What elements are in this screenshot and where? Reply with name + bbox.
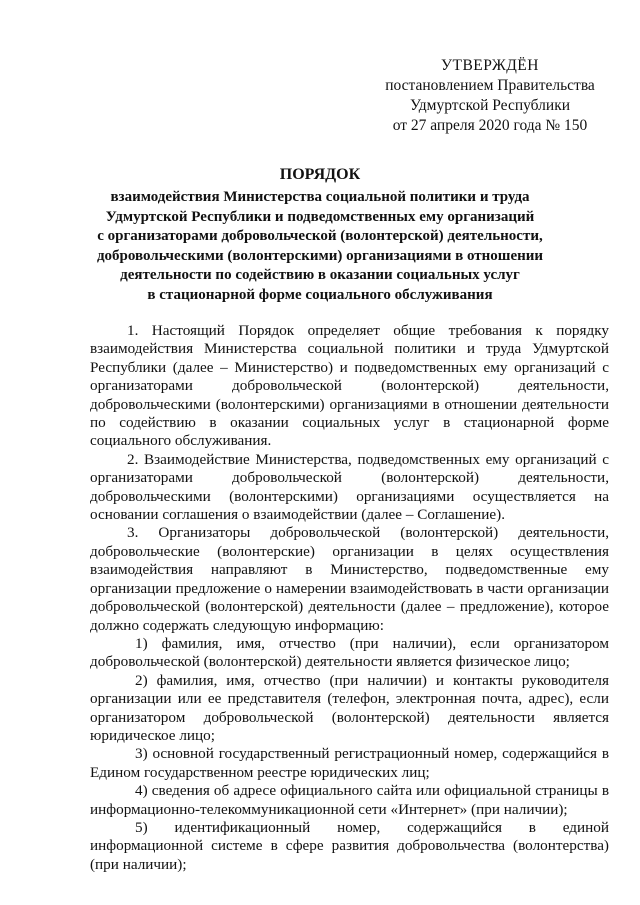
list-item-1: 1) фамилия, имя, отчество (при наличии), если организатором добровольческой (волонтерской) деятельности является физическое лицо; xyxy=(90,634,609,671)
document-title: ПОРЯДОК xyxy=(279,166,361,183)
list-item-2: 2) фамилия, имя, отчество (при наличии) и контакты руководителя организации или ее представителя (телефон, электронная почта, адрес), если организатором добровольческой (волонтерской) деятельности является юридическое лицо; xyxy=(90,671,609,744)
paragraph-3: 3. Организаторы добровольческой (волонтерской) деятельности, добровольческие (волонтерские) организации в целях осуществления взаимодействия направляют в Министерство, подведомственные ему организации предложение о намерении взаимодействовать в части организации добровольческой (волонтерской) деятельности (далее – предложение), которое должно содержать следующую информацию: xyxy=(90,524,609,634)
document-body xyxy=(90,322,609,874)
document-subtitle-line: добровольческими (волонтерскими) организациями в отношении xyxy=(96,247,544,264)
approval-date: от 27 апреля 2020 года № 150 xyxy=(392,117,588,134)
document-title-block xyxy=(95,164,545,305)
paragraph-2: 2. Взаимодействие Министерства, подведомственных ему организаций с организаторами добровольческой (волонтерской) деятельности, добровольческими (волонтерскими) организациями осуществляется на основании соглашения о взаимодействии (далее – Соглашение). xyxy=(90,450,609,524)
approval-region: Удмуртской Республики xyxy=(409,97,571,114)
list-item-4: 4) сведения об адресе официального сайта или официальной страницы в информационно-телекоммуникационной сети «Интернет» (при наличии); xyxy=(90,782,609,818)
paragraph-1: 1. Настоящий Порядок определяет общие требования к порядку взаимодействия Министерства социальной политики и труда Удмуртской Республики (далее – Министерство) и подведомственных ему организаций с организаторами добровольческой (волонтерской) деятельности, добровольческими (волонтерскими) организациями в отношении деятельности по содействию в оказании социальных услуг в стационарной форме социального обслуживания. xyxy=(90,322,609,450)
document-subtitle-line: Удмуртской Республики и подведомственных ему организаций xyxy=(105,208,535,225)
approval-heading: УТВЕРЖДЁН xyxy=(441,57,539,74)
document-subtitle-line: деятельности по содействию в оказании социальных услуг xyxy=(120,267,520,283)
list-item-3: 3) основной государственный регистрационный номер, содержащийся в Едином государственном реестре юридических лиц; xyxy=(90,745,609,781)
approval-issuer: постановлением Правительства xyxy=(385,77,595,94)
document-subtitle-line: с организаторами добровольческой (волонтерской) деятельности, xyxy=(97,228,543,244)
approval-stamp xyxy=(380,56,600,136)
document-subtitle-line: в стационарной форме социального обслуживания xyxy=(147,286,493,303)
document-subtitle-line: взаимодействия Министерства социальной политики и труда xyxy=(110,189,530,205)
list-item-5: 5) идентификационный номер, содержащийся в единой информационной системе в сфере развития добровольчества (волонтерства) (при наличии); xyxy=(90,818,609,873)
